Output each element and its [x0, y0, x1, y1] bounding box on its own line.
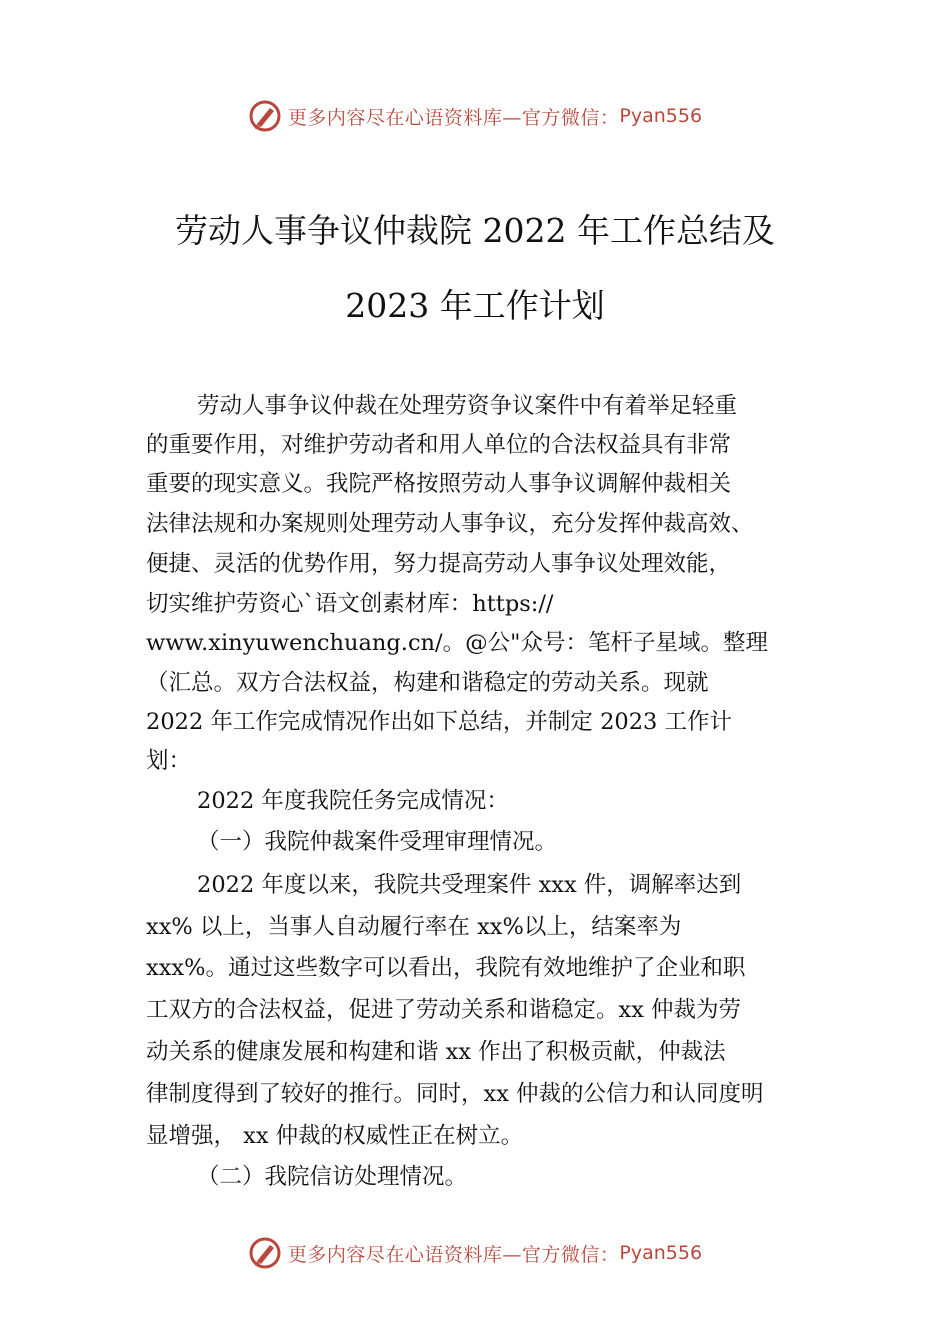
- intro-line: www.xinyuwenchuang.cn/。@公"众号：笔杆子星域。整理: [146, 630, 768, 656]
- intro-line: （汇总。双方合法权益，构建和谐稳定的劳动关系。现就: [146, 670, 709, 696]
- body-line: 工双方的合法权益，促进了劳动关系和谐稳定。xx 仲裁为劳: [146, 997, 742, 1023]
- intro-line: 划：: [146, 748, 192, 774]
- pen-logo-icon: [248, 99, 282, 133]
- watermark-wechat: Pyan556: [619, 105, 703, 127]
- intro-line: 劳动人事争议仲裁在处理劳资争议案件中有着举足轻重: [197, 393, 738, 419]
- watermark-text: 更多内容尽在心语资料库—官方微信：: [287, 1243, 620, 1266]
- intro-line: 法律法规和办案规则处理劳动人事争议，充分发挥仲裁高效、: [146, 511, 754, 537]
- pen-logo-icon: [248, 1236, 282, 1270]
- intro-line: 切实维护劳资心`语文创素材库：https://: [146, 591, 554, 617]
- body-line: 显增强， xx 仲裁的权威性正在树立。: [146, 1123, 524, 1149]
- body-line: 动关系的健康发展和构建和谐 xx 作出了积极贡献，仲裁法: [146, 1039, 726, 1065]
- watermark-text: 更多内容尽在心语资料库—官方微信：: [287, 106, 620, 129]
- body-line: 律制度得到了较好的推行。同时，xx 仲裁的公信力和认同度明: [146, 1081, 764, 1107]
- section-heading: 2022 年度我院任务完成情况：: [197, 788, 509, 814]
- intro-line: 重要的现实意义。我院严格按照劳动人事争议调解仲裁相关: [146, 471, 732, 497]
- intro-line: 2022 年工作完成情况作出如下总结，并制定 2023 工作计: [146, 709, 732, 735]
- watermark-banner-bottom: [0, 1233, 950, 1273]
- subheading-1: （一）我院仲裁案件受理审理情况。: [197, 829, 558, 855]
- body-line: 2022 年度以来，我院共受理案件 xxx 件，调解率达到: [197, 872, 742, 898]
- document-title-line2: 2023 年工作计划: [345, 286, 605, 325]
- watermark-banner-top: [0, 96, 950, 136]
- body-line: xxx%。通过这些数字可以看出，我院有效地维护了企业和职: [146, 955, 746, 981]
- body-line: xx% 以上，当事人自动履行率在 xx%以上，结案率为: [146, 914, 682, 940]
- intro-line: 的重要作用，对维护劳动者和用人单位的合法权益具有非常: [146, 432, 732, 458]
- intro-line: 便捷、灵活的优势作用，努力提高劳动人事争议处理效能，: [146, 551, 732, 577]
- subheading-2: （二）我院信访处理情况。: [197, 1164, 468, 1190]
- watermark-wechat: Pyan556: [619, 1242, 703, 1264]
- document-title-line1: 劳动人事争议仲裁院 2022 年工作总结及: [175, 211, 775, 250]
